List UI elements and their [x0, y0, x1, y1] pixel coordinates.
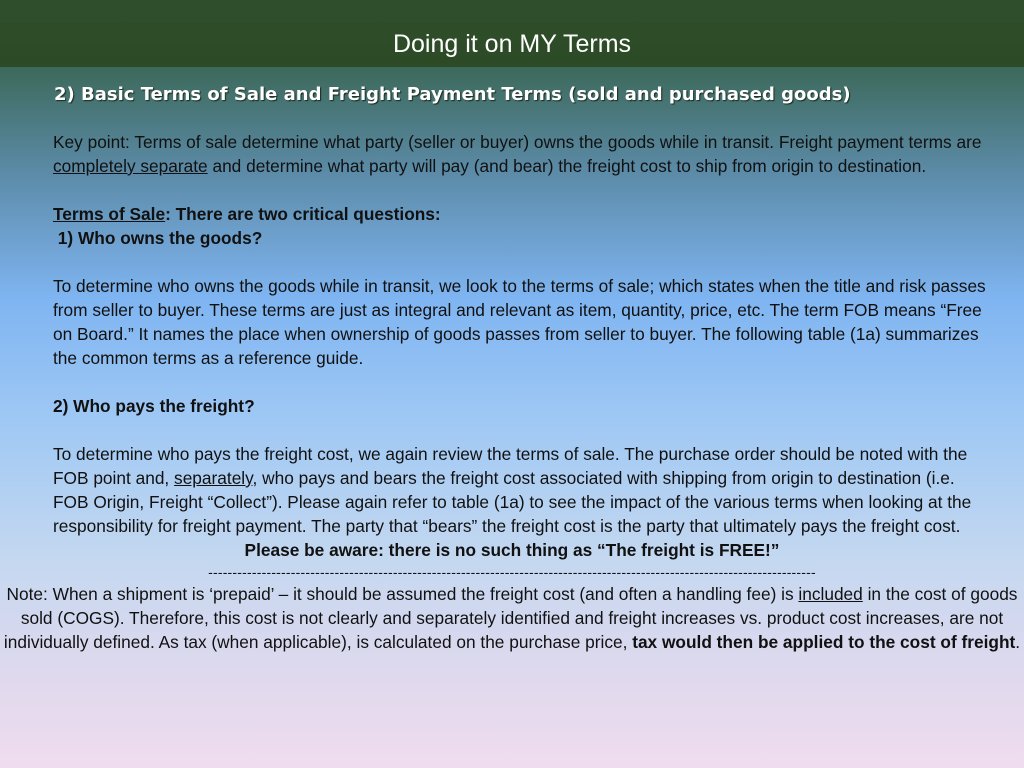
freight-warning: Please be aware: there is no such thing as “The freight is FREE!” [244, 540, 780, 560]
key-point-text-2: and determine what party will pay (and bear) the freight cost to ship from origin to destination. [207, 156, 927, 176]
slide-title: Doing it on MY Terms [392, 30, 632, 58]
key-point-text-1: Key point: Terms of sale determine what party (seller or buyer) owns the goods while in transit. Freight payment terms are [53, 132, 982, 152]
terms-of-sale-heading [53, 202, 993, 226]
note-underlined: included [798, 584, 863, 604]
slide-subtitle: 2) Basic Terms of Sale and Freight Payment Terms (sold and purchased goods) [54, 84, 851, 105]
q2-text-1: To determine who pays the freight cost, we again review the terms of sale. The purchase order should be noted with the FOB point and, [53, 444, 968, 488]
q2-underlined: separately [174, 468, 253, 488]
question-1: 1) Who owns the goods? [53, 228, 263, 248]
question-2: 2) Who pays the freight? [53, 396, 255, 416]
terms-of-sale-heading-rest: : There are two critical questions: [165, 204, 441, 224]
note-text-3: . [1015, 632, 1021, 652]
terms-of-sale-label: Terms of Sale [53, 204, 166, 224]
divider: ----------------------------------------------------------------------------------------------------------------------------- [208, 564, 816, 580]
slide-content [3, 130, 1021, 654]
note-text-2: in the cost of goods sold (COGS). Therefore, this cost is not clearly and separately identified and freight increases vs. product cost increases, are not individually defined. As tax (when applicable), is calculated on the purchase price, [3, 584, 1018, 652]
top-strip [0, 0, 1024, 22]
note-text-1: Note: When a shipment is ‘prepaid’ – it should be assumed the freight cost (and often a handling fee) is [6, 584, 799, 604]
question-1-answer: To determine who owns the goods while in transit, we look to the terms of sale; which states when the title and risk passes from seller to buyer. These terms are just as integral and relevant as item, quantity, price, etc. The term FOB means “Free on Board.” It names the place when ownership of goods passes from seller to buyer. The following table (1a) summarizes the common terms as a reference guide. [53, 276, 986, 368]
q2-text-2: , who pays and bears the freight cost associated with shipping from origin to destination (i.e. FOB Origin, Freight “Collect”). Please again refer to table (1a) to see the impact of the various terms when looking at the responsibility for freight payment. The party that “bears” the freight cost is the party that ultimately pays the freight cost. [53, 468, 972, 536]
key-point-underlined: completely separate [53, 156, 208, 176]
question-2-answer [53, 442, 993, 538]
note-bold: tax would then be applied to the cost of freight [632, 632, 1016, 652]
key-point-paragraph [53, 130, 993, 178]
note-paragraph [0, 582, 1024, 654]
